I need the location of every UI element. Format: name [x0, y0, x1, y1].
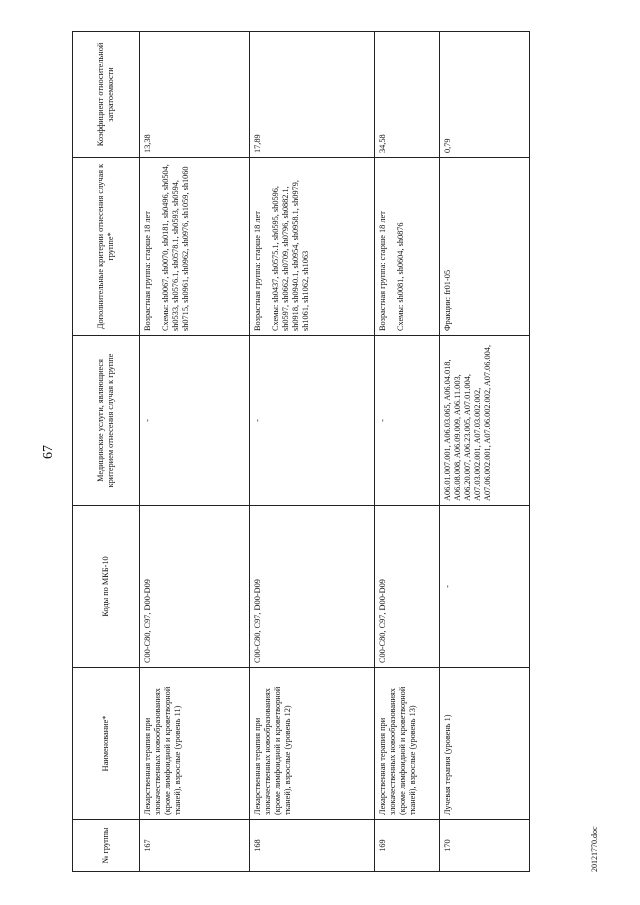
cell-cost-coefficient: 17,89	[250, 32, 375, 158]
header-name: Наименование*	[73, 668, 140, 820]
cell-mkb-codes: C00-C80, C97, D00-D09	[140, 506, 250, 668]
header-mkb-codes: Коды по МКБ-10	[73, 506, 140, 668]
cell-extra-criteria	[440, 158, 530, 336]
cell-mkb-codes: -	[440, 506, 530, 668]
cell-medical-services: -	[140, 336, 250, 506]
rotated-page	[40, 32, 600, 872]
cell-medical-services: -	[375, 336, 440, 506]
table-row	[440, 32, 530, 872]
cell-mkb-codes: C00-C80, C97, D00-D09	[375, 506, 440, 668]
tariff-table	[72, 31, 530, 872]
cell-medical-services: -	[250, 336, 375, 506]
cell-mkb-codes: C00-C80, C97, D00-D09	[250, 506, 375, 668]
table-row	[375, 32, 440, 872]
cell-cost-coefficient: 34,58	[375, 32, 440, 158]
cell-cost-coefficient: 13,38	[140, 32, 250, 158]
fractions-criterion: Фракции: fr01-05	[443, 270, 452, 331]
header-cost-coefficient: Коэффициент относительной затратоемкости	[73, 32, 140, 158]
document-code: 20121770.doc	[590, 826, 599, 872]
cell-cost-coefficient: 0,79	[440, 32, 530, 158]
schemes-criterion: Схемы: sh0081, sh0604, sh0876	[396, 222, 405, 331]
table-row	[250, 32, 375, 872]
cell-extra-criteria	[250, 158, 375, 336]
header-medical-services: Медицинские услуги, являющиеся критерием отнесения случая к группе	[73, 336, 140, 506]
cell-group-number: 169	[375, 820, 440, 872]
cell-extra-criteria	[375, 158, 440, 336]
age-criterion: Возрастная группа: старше 18 лет	[253, 211, 262, 331]
cell-medical-services: A06.01.007.001, A06.03.065, A06.04.018, A06.08.008, A06.09.009, A06.11.003, A06.20.007, A06.23.005, A07.01.004, A07.03.002.001, A07.03.002.002, A07.06.002.001, A07.06.002.002, A07.06.004,	[440, 336, 530, 506]
cell-group-number: 170	[440, 820, 530, 872]
table-header-row	[73, 32, 140, 872]
header-group-number: № группы	[73, 820, 140, 872]
cell-name: Лекарственная терапия при злокачественных новообразованиях (кроме лимфоидной и кроветворной тканей), взрослые (уровень 11)	[140, 668, 250, 820]
page-number: 67	[41, 445, 56, 459]
table-row	[140, 32, 250, 872]
cell-name: Лекарственная терапия при злокачественных новообразованиях (кроме лимфоидной и кроветворной тканей), взрослые (уровень 12)	[250, 668, 375, 820]
cell-group-number: 167	[140, 820, 250, 872]
age-criterion: Возрастная группа: старше 18 лет	[378, 211, 387, 331]
cell-group-number: 168	[250, 820, 375, 872]
header-extra-criteria: Дополнительные критерии отнесения случая к группе*	[73, 158, 140, 336]
cell-name: Лучевая терапия (уровень 1)	[440, 668, 530, 820]
cell-extra-criteria	[140, 158, 250, 336]
cell-name: Лекарственная терапия при злокачественных новообразованиях (кроме лимфоидной и кроветворной тканей), взрослые (уровень 13)	[375, 668, 440, 820]
age-criterion: Возрастная группа: старше 18 лет	[143, 211, 152, 331]
schemes-criterion: Схемы: sh0067, sh0070, sh0181, sh0496, sh0504, sh0533, sh0576.1, sh0578.1, sh0593, sh0594, sh0715, sh0961, sh0962, sh0976, sh1059, sh1060	[161, 164, 190, 331]
schemes-criterion: Схемы: sh0437, sh0575.1, sh0595, sh0596, sh0597, sh0662, sh0709, sh0796, sh0882.1, sh0918, sh0940.1, sh0954, sh0958.1, sh0979, sh1061, sh1062, sh1063	[271, 180, 310, 331]
